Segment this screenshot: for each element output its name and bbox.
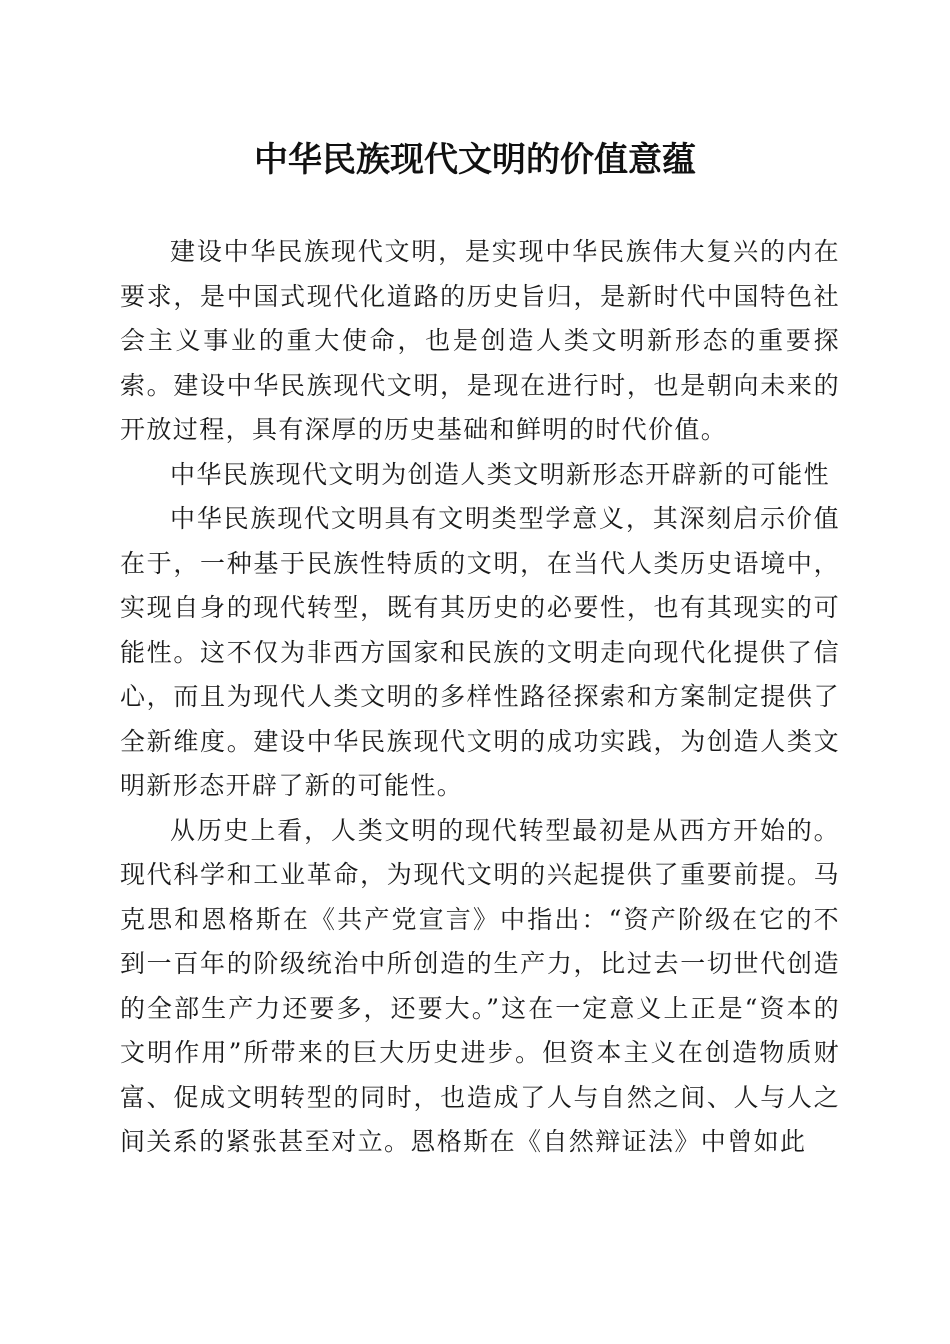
paragraph-civilization-type: 中华民族现代文明具有文明类型学意义，其深刻启示价值在于，一种基于民族性特质的文明，在当代人类历史语境中，实现自身的现代转型，既有其历史的必要性，也有其现实的可能性。这不仅为非西方国家和民族的文明走向现代化提供了信心，而且为现代人类文明的多样性路径探索和方案制定提供了全新维度。建设中华民族现代文明的成功实践，为创造人类文明新形态开辟了新的可能性。 xyxy=(120,504,840,800)
section-heading: 中华民族现代文明为创造人类文明新形态开辟新的可能性 xyxy=(170,459,831,489)
document-body xyxy=(120,230,840,1165)
paragraph-intro: 建设中华民族现代文明，是实现中华民族伟大复兴的内在要求，是中国式现代化道路的历史旨归，是新时代中国特色社会主义事业的重大使命，也是创造人类文明新形态的重要探索。建设中华民族现代文明，是现在进行时，也是朝向未来的开放过程，具有深厚的历史基础和鲜明的时代价值。 xyxy=(120,237,840,444)
document-title: 中华民族现代文明的价值意蕴 xyxy=(254,140,696,180)
paragraph-history: 从历史上看，人类文明的现代转型最初是从西方开始的。现代科学和工业革命，为现代文明的兴起提供了重要前提。马克思和恩格斯在《共产党宣言》中指出：“资产阶级在它的不到一百年的阶级统治中所创造的生产力，比过去一切世代创造的全部生产力还要多，还要大。”这在一定意义上正是“资本的文明作用”所带来的巨大历史进步。但资本主义在创造物质财富、促成文明转型的同时，也造成了人与自然之间、人与人之间关系的紧张甚至对立。恩格斯在《自然辩证法》中曾如此 xyxy=(120,815,840,1156)
